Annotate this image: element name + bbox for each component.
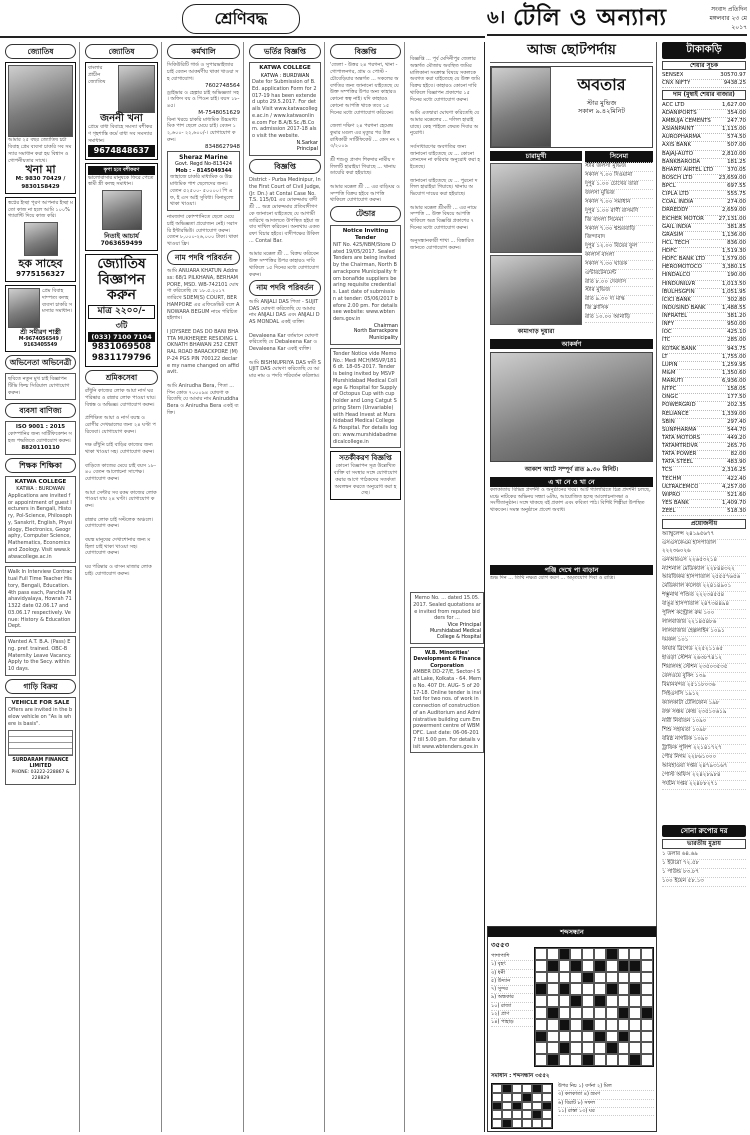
stock-price: 544.70 [727, 426, 746, 433]
stock-price: 181.25 [727, 158, 746, 165]
category-header: শিক্ষক শিক্ষিকা [5, 458, 76, 473]
stock-row [662, 183, 746, 191]
solution-grid [491, 1083, 553, 1129]
tender-ad: Memo No. ... dated 15.05.2017. Sealed quotations are invited from reputed bidders for ... Vice Principal Murshidabad Medical College & Hospital [410, 592, 484, 644]
stock-row [662, 508, 746, 516]
show-title: অবতার [577, 74, 626, 94]
stock-name: HINDALCO [662, 272, 691, 279]
stock-price: 2,659.00 [721, 207, 746, 214]
stock-row [662, 427, 746, 435]
stock-price: 1,051.95 [721, 288, 746, 295]
tender-ad: Tender Notice vide Memo No.: Medi MCH/MSVP/1816 dt. 18-05-2017. Tender is being invited by MSVP Murshidabad Medical College & Hospital for Supply of Octopus Cup with cup holder and Long Catgut Spring Stern (Unvariable) with Head Invest at Murshidabad Medical College & Hospital. For details log on: www.murshidabadmedicalcollege.in [330, 348, 401, 449]
stock-name: TATAMTRDVR [662, 443, 698, 449]
stock-name: IBULHSGFIN [662, 288, 695, 295]
tender-ad: W.B. Minorities' Development & Finance Corporation AMBER DD-27/E, Sector-I Salt Lake, Kolkata - 64. Memo No. 407 Dt. AUG- 5 of 2017-18. Online tender is invited for two nos. of work in connection of construction of an Auditorium and Administrative building cum Empowerment centre of WBMDFC. Last date: 06-06-2017 till 5.00 pm. For details visit www.wbtenders.gov.in [410, 647, 484, 754]
stock-row [662, 313, 746, 321]
page-number: ৬। [487, 6, 506, 28]
stock-price: 23,659.00 [718, 174, 746, 181]
classified-ad: আমার ২৫ বছর জ্যোতিষ চর্চা বিবাহ প্রেম ব্যবসা চাকরি সব সমস্যার সমাধান করা হয় বিশ্বাস ও গোপনীয়তার সাথে। খনা মা M: 9830 70429 / 9830158429 [5, 62, 76, 193]
stock-list [662, 102, 746, 516]
stock-row [662, 386, 746, 394]
category-header: জ্যোতিষ [85, 44, 158, 59]
stock-row [662, 159, 746, 167]
ad-title: হক সাহেব [18, 257, 63, 270]
stock-name: NTPC [662, 386, 677, 393]
stock-price: 297.40 [727, 418, 746, 425]
stock-row [662, 467, 746, 475]
category-header: ভর্তির বিজ্ঞপ্তি [249, 44, 321, 59]
ad-title: শ্রী সমীরণ শাস্ত্রী [20, 328, 61, 337]
stock-name: ADANIPORTS [662, 109, 697, 116]
stock-price: 274.00 [727, 199, 746, 206]
stock-name: AMBUJA CEMENTS [662, 118, 711, 124]
stock-price: 1,409.70 [721, 499, 746, 506]
stock-price: 202.35 [727, 402, 746, 409]
stock-row [662, 476, 746, 484]
show-photo [490, 163, 582, 253]
stock-row [662, 459, 746, 467]
stock-name: LUPIN [662, 361, 678, 368]
stock-price: 555.75 [727, 191, 746, 198]
gold-title: সোনা রুপোর দর [662, 825, 746, 838]
ad-phone: 9674848637 [88, 145, 155, 157]
category-header: বিজ্ঞপ্তি [330, 44, 401, 59]
stock-name: TATA MOTORS [662, 434, 701, 441]
market-subheader: ভারতীয় মুদ্রায় [662, 839, 746, 849]
stock-price: 247.70 [727, 118, 746, 124]
stock-name: HEROMOTOCO [662, 264, 702, 271]
stock-row [662, 419, 746, 427]
stock-name: LT [662, 353, 668, 360]
stock-price: 1,339.00 [721, 410, 746, 417]
stock-price: 1,579.00 [721, 256, 746, 263]
stock-row [662, 492, 746, 500]
stock-name: ZEEL [662, 508, 676, 514]
ad-phone: M: 9830 70429 / 9830158429 [15, 176, 66, 190]
stock-name: HCL TECH [662, 239, 690, 246]
stock-name: KOTAK BANK [662, 345, 697, 352]
stock-name: BANKBARODA [662, 158, 701, 165]
market-column: টাকাকড়ি শেয়ার সূচক SENSEX 30570.97 CNX NIFTY 9438.25 দাম (মুম্বাই শেয়ার বাজার) ACC LTD 1,627.00 ADANIPORTS 354.00 AMBUJA CEMENTS 247.70 ASIANPAINT 1,115.00 AUROPHARMA 574.50 AXIS BANK 507.00 BAJAJ-AUTO 2,810.00 BANKBARODA 181.25 BHARTI AIRTEL LTD 370.05 BOSCH LTD 23,659.00 BPCL 697.55 CIPLA LTD 555.75 COAL INDIA 274.00 DRREDDY 2,659.00 EICHER MOTOR 27,131.00 GAIL INDIA 381.85 GRASIM 1,136.00 HCL TECH 836.00 HDFC 1,519.30 HDFC BANK LTD 1,579.00 HEROMOTOCO 3,380.15 HINDALCO 190.00 HINDUNILVR 1,013.50 IBULHSGFIN 1,051.95 ICICI BANK 302.80 INDUSIND BANK 1,488.55 INFRATEL 381.20 INFY 950.00 IOC 425.10 ITC 285.00 KOTAK BANK 943.75 LT 1,755.00 LUPIN 1,259.95 M&M 1,350.60 MARUTI 6,936.00 NTPC 158.05 ONGC 177.50 POWERGRID 202.35 RELIANCE 1,339.00 SBIN 297.40 SUNPHARMA 544.70 TATA MOTORS 449.20 TATAMTRDVR 265.70 TATA POWER 82.00 TATA STEEL 483.90 TCS 2,316.25 TECHM 422.40 ULTRACEMCO 4,257.00 WIPRO 521.60 YES BANK 1,409.70 ZEEL 518.30 প্রয়োজনীয় অ্যাম্বুলেন্স ২৪১৯৫৬৭৭ এসএসকেএম হাসপাতাল ২২২৩৬০২৬ এনআরএস ২২৬৫৩২১৪ ন্যাশনাল মেডিক্যাল ২২৮৪৪৩২২ আরজিকর হাসপাতাল ২৫৫৫৭৬৫৬ মেডিক্যাল কলেজ ২২৪১৪৯০১ শম্ভুনাথ পণ্ডিত ২২২৩৪৫৫৪ বাঙুর হাসপাতাল ২৪৭৩৪৪৯৪ পুলিশ কন্ট্রোল রুম ১০০ লালবাজার ২২১৪৫৪৮৬ লালবাজার হেল্পলাইন ১০৯১ দমকল ১০১ ফায়ার ব্রিগেড ২২৫২১১৬৫ হাওড়া স্টেশন ২৬৩৮৭৪১২ শিয়ালদহ স্টেশন ২৩৫০৩৫৩৫ রেলওয়ে বুকিং ১৩৯ বিমানবন্দর ২৫১১৮০৩৬ সিইএসসি ১৯১২ ক্যালকাটা টেলিফোন ১৯৮ রক্ত সঞ্চয় কেন্দ্র ২৩৫১০৬১৯ নারী নির্যাতন ১০৯০ শিশু সহায়তা ১০৯৮ বরিষ্ঠ নাগরিক ১০৯০ ট্রাফিক পুলিশ ২২১৪১৭২৭ পৌর নিগম ২২৮৬১০০০ আবহাওয়া দপ্তর ২৪৭৯৩১৬৭ পোস্ট অফিস ২২৪২৮৯৮৪ পর্যটন দপ্তর ২২৪৮৮২৭১ সোনা রুপোর দর ভারতীয় মুদ্রায় ১ ডলার ৬৪.৬৯ ১ ইউরো ৭২.৫৮ ১ পাউন্ড ৮৩.৮৭ ১০০ ইয়েন ৫৮.১৩ [660, 42, 748, 1132]
stock-row [662, 484, 746, 492]
where-title: এ খা নে ও খা নে [490, 477, 653, 487]
stock-price: 1,519.30 [721, 248, 746, 254]
stock-name: TATA STEEL [662, 459, 693, 466]
category-header: গাড়ি বিক্রয় [5, 679, 76, 694]
index-row: SENSEX 30570.97 [662, 72, 746, 80]
classified-ad: স্বপ্নের ইচ্ছা পূরণ আপনার ইচ্ছা মতো কাজ না হলে আমি ১০০% গ্যারান্টি দিয়ে কাজ করি। হক সাহেব 9775156327 [5, 197, 76, 282]
stock-name: AUROPHARMA [662, 134, 701, 141]
ad-photo [8, 65, 73, 137]
stock-row [662, 500, 746, 508]
classified-ad: ISO 9001 : 2015 কোম্পানির জন্য সার্টিফিকেশন সহজ পদ্ধতিতে যোগাযোগ করুন। 8820110110 [5, 421, 76, 455]
stock-name: COAL INDIA [662, 199, 694, 206]
category-header: বিজ্ঞপ্তি [249, 159, 321, 174]
stock-row [662, 394, 746, 402]
stock-row [662, 443, 746, 451]
stock-price: 1,013.50 [721, 280, 746, 287]
previous-solution: সমাধান : শব্দসন্ধান ৩৫৫২ [491, 1073, 550, 1079]
stock-price: 3,380.15 [721, 264, 746, 271]
stock-price: 82.00 [730, 451, 746, 458]
stock-price: 1,488.55 [721, 304, 746, 311]
classified-ad: বাংলার প্রাচীন জ্যোতিষ জননী খনা প্রেমে বাধা বিবাহে সমস্যা বশীকরণ গৃহশান্তি কর্মে বাধা সব সমস্যার সমাধান। 9674848637 [85, 62, 158, 160]
ad-phone: 7063659499 [100, 240, 143, 248]
category-header: অভিনেতা অভিনেত্রী [5, 355, 76, 370]
show-caption: আকাশ আটে সম্পূর্ণ রাত ৯.৩০ মিনিট। [524, 466, 619, 474]
stock-row [662, 102, 746, 110]
classified-column-4: ভর্তির বিজ্ঞপ্তি KATWA COLLEGE KATWA : BURDWAN Date for Submission of B.Ed. application Form for 2017-19 has been extended upto 29.5.2017. For details Visit www.katwacollege.ac.in / www.katwaonline.com For B.A/B.Sc./B.Com. admission 2017-18 also visit the website. N.Sarkar Principal বিজ্ঞপ্তি District - Purba Medinipur, In the First Court of Civil Judge, (Jr. Dn.) at Contai Case No. T.S. 115/01 এর মোকদ্দমায় বাদী শ্রী ... অত্র মোকদ্দমার প্রতিবাদীগণকে জানানো যাইতেছে যে আগামী তারিখে আদালতে উপস্থিত হইয়া জবাব দাখিল করিবেন। অন্যথায় একতরফা বিচার হইবে। বাদীপক্ষের উকিল ... Contai Bar. আমার মক্কেল শ্রী ... বিক্রয় করিবেন উক্ত সম্পত্তির উপর কাহারও দাবি থাকিলে ১৫ দিনের মধ্যে যোগাযোগ করুন। নাম পদবি পরিবর্তন আমি ANJALI DAS পিতা - SUJIT DAS ঘোষণা করিতেছি যে আমার নাম ANJALI DAS এবং ANJALI DAS MONDAL একই ব্যক্তি। Devaleena Kar বর্তমানে ঘোষণা করিতেছি যে Debaleena Kar ও Devaleena Kar একই ব্যক্তি। আমি BISHNUPRIYA DAS স্বামী SUJIT DAS ঘোষণা করিতেছি যে আমার নাম ও পদবি পরিবর্তন করিলাম। [246, 42, 325, 1132]
stock-name: BOSCH LTD [662, 174, 693, 181]
stock-price: 1,627.00 [721, 101, 746, 108]
stock-row [662, 346, 746, 354]
stock-row [662, 224, 746, 232]
promo-ad: জ্যোতিষ বিজ্ঞাপন করুন মাত্র ২২০০/- ৩টি (033) 7100 7104 9831069508 9831179796 [85, 254, 158, 367]
stock-name: M&M [662, 369, 676, 376]
category-header: কর্মখালি [167, 44, 240, 59]
crossword-title: শব্দসন্ধান [488, 927, 656, 937]
ad-title: খনা মা [25, 163, 56, 177]
stock-price: 27,131.00 [718, 215, 746, 222]
stock-row [662, 370, 746, 378]
classified-column-3: কর্মখালি সিকিউরিটি গার্ড ও সুপারভাইজার চাই বেতন আকর্ষণীয় থাকা খাওয়া সহ যোগাযোগ। 7602748564 ড্রাইভার ও হেল্পার চাই অভিজ্ঞতা সহ। অফিস বয় ও পিওন চাই। বয়স ১৮-৪৫। M-7548051629 বিনা খরচে চাকরি মাধ্যমিক উচ্চমাধ্যমিক পাশ ছেলে মেয়ে চাই। বেতন ১২,৬০০- ২২,৬০০/-। যোগাযোগ করুন। 8348627948 Sheraz Marine Govt. Regd No-813424 Mob : - 8145049344 জাহাজে চাকরি মাধ্যমিক ও উচ্চমাধ্যমিক পাশ ছেলেদের জন্য। বেতন ৫২৫০০- ৫০০০০। পি এফ, ই এস আই সুবিধা। বিনামূল্যে থাকা খাওয়া। নামজাদা কোম্পানিতে ছেলে মেয়ে চাই অভিজ্ঞতা প্রয়োজন নেই। সরাসরি ইন্টারভিউ। যোগাযোগ করুন। বেতন ৮,০০০-২৬,০০০ টাকা। থাকা খাওয়া ফ্রি। নাম পদবি পরিবর্তন আমি ANUARA KHATUN Address: 68/1 PILKHANA, BERHAMPORE, MSD. WB-742101 ঘোষণা করিতেছি যে ১৮.৫.২০১৭ তারিখে SDEM(S) COURT, BERHAMPORE এর এফিডেভিট বলে ANOWARA BEGUM নামে পরিচিত হইলাম। I JOYSREE DAS DO BANI BHATTA MUKHERJEE RESIDING LOKNATH BHAWAN 252 CENTRAL ROAD BARACKPORE (M) P-24 PGS PIN 700122 declare my name changed on affidavit. আমি Anirudha Bera, পিতা ... পিন কোড ৭০০০৯৪ ঘোষণা করিতেছি যে আমার নাম Aniruddha Bera ও Anirudha Bera একই ব্যক্তি। [164, 42, 244, 1132]
show-photo [490, 352, 653, 462]
stock-row [662, 289, 746, 297]
classified-ad: Walk In Interview Contractual Full Time Teacher History, Bengali, Education. 4th pass each, Panchla Mahavidyalaya, Howrah 711322 date 02.06.17 and 03.06.17 respectively. Venue: History & Education Dept. [5, 566, 76, 633]
ad-title: নিতাই আচার্য [104, 232, 139, 241]
stock-name: MARUTI [662, 378, 683, 384]
market-subheader: দাম (মুম্বাই শেয়ার বাজার) [662, 90, 746, 100]
stock-row [662, 191, 746, 199]
market-subheader: প্রয়োজনীয় [662, 519, 746, 529]
stock-price: 697.55 [727, 183, 746, 189]
stock-name: GRASIM [662, 231, 684, 238]
stock-price: 265.70 [727, 443, 746, 449]
tv-section: আজ ছোটপর্দায় অবতার স্টার মুভিজ সকাল ৯.৪২মিনিট চারামুখী কামাগাড় দুয়ারা সিনেমা স্টার জলসা মুভিজ সকাল ৭.০০ দিওয়ানা দুপুর ১.০০ চোখের তারা জলসা মুভিজ সকাল ৭.০০ সমাধান দুপুর ১.০০ রাণী রাসমণি জি বাংলা সিনেমা সকাল ৭.৩০ শ্বশুরবাড়ি জিন্দাবাদ দুপুর ১২.০০ বিয়ের ফুল কালার্স বাংলা সকাল ৭.৩০ ঘাতক এন্টারটেনমেন্ট রাত ৮.০০ দেবদাস স্টার মুভিজ রাত ৯.৩০ দ্য মাস্ক জি ক্লাসিক রাত ১০.০০ আনাড়ি আকর্ষণ আকাশ আটে সম্পূর্ণ রাত ৯.৩০ মিনিট। এ খা নে ও খা নে কলকাতায় বিভিন্ন প্রদর্শনী ও অনুষ্ঠানের খবর। আর্ট গ্যালারিতে চিত্র প্রদর্শনী চলছে, মঞ্চে নাটকের অভিনয় সন্ধ্যা ৬টায়, আয়োজিত হচ্ছে আলোচনাসভা ও সংগীতানুষ্ঠান। সঙ্গে থাকছে বই প্রকাশ এবং কবিতা পাঠ। বিশিষ্ট শিল্পীরা উপস্থিত থাকবেন। সমস্ত অনুষ্ঠানে প্রবেশ অবাধ। পঞ্জি দেখে পা বাড়ান শুভ দিন ... তিথি নক্ষত্র যোগ করণ ... অমৃতযোগ দিবা ও রাত্রি। [487, 42, 657, 1132]
stock-name: INDUSIND BANK [662, 304, 706, 311]
stock-row [662, 354, 746, 362]
category-header: নাম পদবি পরিবর্তন [249, 280, 321, 295]
useful-numbers: অ্যাম্বুলেন্স ২৪১৯৫৬৭৭ এসএসকেএম হাসপাতাল ২২২৩৬০২৬ এনআরএস ২২৬৫৩২১৪ ন্যাশনাল মেডিক্যাল ২২৮৪৪৩২২ আরজিকর হাসপাতাল ২৫৫৫৭৬৫৬ মেডিক্যাল কলেজ ২২৪১৪৯০১ শম্ভুনাথ পণ্ডিত ২২২৩৪৫৫৪ বাঙুর হাসপাতাল ২৪৭৩৪৪৯৪ পুলিশ কন্ট্রোল রুম ১০০ লালবাজার ২২১৪৫৪৮৬ লালবাজার হেল্পলাইন ১০৯১ দমকল ১০১ ফায়ার ব্রিগেড ২২৫২১১৬৫ হাওড়া স্টেশন ২৬৩৮৭৪১২ শিয়ালদহ স্টেশন ২৩৫০৩৫৩৫ রেলওয়ে বুকিং ১৩৯ বিমানবন্দর ২৫১১৮০৩৬ সিইএসসি ১৯১২ ক্যালকাটা টেলিফোন ১৯৮ রক্ত সঞ্চয় কেন্দ্র ২৩৫১০৬১৯ নারী নির্যাতন ১০৯০ শিশু সহায়তা ১০৯৮ বরিষ্ঠ নাগরিক ১০৯০ ট্রাফিক পুলিশ ২২১৪১৭২৭ পৌর নিগম ২২৮৬১০০০ আবহাওয়া দপ্তর ২৪৭৯৩১৬৭ পোস্ট অফিস ২২৪২৮৯৮৪ পর্যটন দপ্তর ২২৪৮৮২৭১ [662, 531, 746, 823]
stock-row [662, 362, 746, 370]
stock-row [662, 118, 746, 126]
show-channel: স্টার মুভিজ [586, 98, 617, 107]
stock-name: ONGC [662, 394, 679, 401]
classified-column-2 [82, 42, 162, 1132]
page-title: টেলি ও অন্যান্য [513, 4, 668, 31]
category-header: টেন্ডার [330, 206, 401, 221]
stock-row [662, 337, 746, 345]
ad-phone: 9831069508 [91, 341, 152, 352]
stock-row [662, 207, 746, 215]
classified-column-1 [2, 42, 80, 1132]
stock-name: ICICI BANK [662, 296, 691, 303]
classified-ad: Wanted A.T. B.A. (Pass) Eng. pref. trained. OBC-B Maternity Leave Vacancy. Apply to the Secy. within 10 days. [5, 636, 76, 676]
tender-ad: Notice Inviting Tender NIT No. 425/NBM/Store Dated 19/05/2017. Sealed Tenders are being invited by the Chairman, North Barrackpore Municipality from bonafide suppliers bearing requisite credentials. Last date of submission at tender: 05/06/2017 before 2.00 pm. For details see website: www.wbtenders.gov.in Chairman North Barrackpore Municipality [330, 225, 401, 345]
stock-price: 1,136.00 [721, 231, 746, 238]
stock-name: BHARTI AIRTEL LTD [662, 166, 714, 173]
crossword-number: ৩৫৫৩ [491, 941, 510, 949]
stock-row [662, 281, 746, 289]
category-header: নাম পদবি পরিবর্তন [167, 250, 240, 265]
stock-price: 302.80 [727, 296, 746, 303]
category-header: শ্রমিকসেবা [85, 370, 158, 385]
stock-price: 2,316.25 [721, 467, 746, 474]
stock-row [662, 126, 746, 134]
ad-price: মাত্র ২২০০/- [88, 305, 155, 319]
stock-name: HDFC BANK LTD [662, 256, 706, 263]
stock-price: 950.00 [727, 321, 746, 328]
stock-price: 507.00 [727, 142, 746, 149]
stock-name: EICHER MOTOR [662, 215, 704, 222]
ad-phone: M-9674056549 / 9163405549 [18, 336, 63, 348]
stock-row [662, 264, 746, 272]
tv-feature-avatar [490, 66, 653, 148]
stock-row [662, 151, 746, 159]
stock-name: BAJAJ-AUTO [662, 150, 693, 157]
show-photo [490, 255, 582, 325]
classified-body: রাঁধুনি কাজের লোক আয়া নার্স ঘর পরিষ্কার ও রান্নার লোক পাওয়া যায়। বিশ্বস্ত ও অভিজ্ঞ। যোগাযোগ করুন। প্রশিক্ষিত আয়া ও নার্স বয়স্ক ও রোগীর দেখভালের জন্য ২৪ ঘণ্টা পরিষেবা। যোগাযোগ করুন। দক্ষ রাঁধুনি চাই বাড়ির কাজের জন্য থাকা খাওয়া সহ। যোগাযোগ করুন। বাড়িতে কাজের মেয়ে চাই বয়স ১৮-৪০ বেতন আলোচনা সাপেক্ষ। যোগাযোগ করুন। আয়া সেন্টার সব রকম কাজের লোক পাওয়া যায় ২৪ ঘণ্টা। যোগাযোগ করুন। রান্নার লোক চাই সল্টলেক অঞ্চলে। যোগাযোগ করুন। বয়স্ক মানুষের দেখাশোনার জন্য মহিলা চাই থাকা খাওয়া সহ। যোগাযোগ করুন। ঘর পরিষ্কার ও বাসন মাজার লোক চাই। যোগাযোগ করুন। [85, 388, 157, 577]
stock-name: INFRATEL [662, 313, 688, 319]
stock-name: TCS [662, 467, 673, 474]
stock-name: SUNPHARMA [662, 426, 697, 433]
stock-price: 354.00 [727, 109, 746, 116]
stock-row [662, 435, 746, 443]
stock-price: 483.90 [727, 459, 746, 466]
stock-row [662, 216, 746, 224]
stock-name: POWERGRID [662, 402, 696, 409]
stock-name: HINDUNILVR [662, 280, 696, 287]
page-masthead [487, 2, 747, 36]
show-caption: আকর্ষণ [490, 339, 653, 349]
stock-name: CIPLA LTD [662, 191, 689, 198]
ad-phone: 9831179796 [91, 352, 152, 363]
stock-price: 1,755.00 [721, 353, 746, 360]
stock-name: RELIANCE [662, 410, 689, 417]
stock-row [662, 167, 746, 175]
stock-name: YES BANK [662, 499, 689, 506]
stock-price: 425.10 [727, 329, 746, 336]
stock-price: 518.30 [727, 508, 746, 514]
stock-name: SBIN [662, 418, 675, 425]
stock-row [662, 378, 746, 386]
stock-name: BPCL [662, 183, 676, 189]
stock-row [662, 142, 746, 150]
ad-photo [102, 190, 142, 230]
stock-price: 574.50 [727, 134, 746, 141]
stock-row [662, 272, 746, 280]
stock-price: 2,810.00 [721, 150, 746, 157]
classified-ad: ছবিতে নতুন মুখ চাই বিজ্ঞাপন টিভি ফিল্ম সিরিয়াল যোগাযোগ করুন। [5, 373, 76, 399]
stock-price: 285.00 [727, 337, 746, 344]
stock-name: TECHM [662, 475, 682, 482]
crossword-box: শব্দসন্ধান ৩৫৫৩ পাশাপাশি ১) বৃহৎ ৩) ধনী ৫) উদ্যান ৭) সুন্দর ৯) অন্ধকার ১০) রাজা ১২) প্রাণ ১৪) পাহাড় সমাধান : শব্দসন্ধান ৩৫৫২ উপর নিচ ১) বর্ণনা ২) মিল ৩) কলকাতা ৪) ভ্রমণ ৬) বিরাট ৮) সফল ১১) রাস্তা ১৩) ঘর [487, 926, 657, 1132]
warning-notice: সতর্কীকরণ বিজ্ঞপ্তি কোনো বিজ্ঞাপন সূত্র উল্লেখিত ব্যক্তি বা সংস্থার সঙ্গে যোগাযোগ করার আগে পাঠকদের সতর্কতা অবলম্বন করতে অনুরোধ করা হচ্ছে। [330, 451, 401, 500]
vehicle-table [8, 730, 73, 756]
ad-photo [8, 288, 40, 328]
stock-name: TATA POWER [662, 451, 697, 458]
panchika-title: পঞ্জি দেখে পা বাড়ান [490, 565, 653, 575]
stock-name: GAIL INDIA [662, 223, 692, 230]
stock-price: 422.40 [727, 475, 746, 482]
stock-price: 370.05 [727, 166, 746, 173]
ad-photo [24, 222, 58, 256]
stock-row [662, 134, 746, 142]
stock-price: 1,259.95 [721, 361, 746, 368]
stock-price: 1,115.00 [721, 126, 746, 133]
stock-price: 521.60 [727, 491, 746, 498]
category-header: জ্যোতিষ [5, 44, 76, 59]
stock-name: ULTRACEMCO [662, 483, 699, 490]
stock-price: 1,350.60 [721, 369, 746, 376]
classified-column-6: বিজ্ঞপ্তি ... পূর্ব মেদিনীপুর জেলার অন্তর্গত মৌজায় অবস্থিত জমির মালিকানা সংক্রান্ত বিষয়ে সকলকে অবগত করা যাইতেছে যে উক্ত জমি বিক্রয় হইবে। কাহারও কোনো দাবি থাকিলে বিজ্ঞাপন প্রকাশের ১৫ দিনের মধ্যে যোগাযোগ করুন। আমি এতদ্বারা ঘোষণা করিতেছি যে আমার মক্কেলের ... দলিল হারাইয়াছে। কেহ পাইলে ফেরত দিবার অনুরোধ। সর্বসাধারণের অবগতির জন্য জানানো যাইতেছে যে ... কোনো লেনদেন না করিবার অনুরোধ করা হইতেছে। জানানো যাইতেছে যে ... পুরনো দলিল হারাইয়া গিয়াছে। থানায় অভিযোগ দায়ের করা হইয়াছে। আমার মক্কেল শ্রীমতী ... এর নামে সম্পত্তি ... উক্ত বিষয়ে আপত্তি থাকিলে অত্র বিজ্ঞপ্তি প্রকাশের ৭ দিনের মধ্যে যোগাযোগ করুন। অনুসন্ধানকারী শাখা ... বিস্তারিত জানতে যোগাযোগ করুন। [407, 42, 485, 1132]
stock-price: 158.05 [727, 386, 746, 393]
stock-row [662, 110, 746, 118]
stock-row [662, 297, 746, 305]
section-title: শ্রেণিবদ্ধ [182, 4, 300, 34]
stock-row [662, 451, 746, 459]
stock-row [662, 175, 746, 183]
tv-section-title: আজ ছোটপর্দায় [490, 42, 653, 63]
ad-title: জননী খনা [100, 113, 143, 125]
top-rule [0, 36, 485, 38]
stock-name: ITC [662, 337, 671, 344]
stock-price: 4,257.00 [721, 483, 746, 490]
show-photo [491, 67, 551, 147]
classified-ad: Sheraz Marine Govt. Regd No-813424 Mob : - 8145049344 জাহাজে চাকরি মাধ্যমিক ও উচ্চমাধ্যমিক পাশ ছেলেদের জন্য। বেতন ৫২৫০০- ৫০০০০। পি এফ, ই এস আই সুবিধা। বিনামূল্যে থাকা খাওয়া। [167, 151, 240, 212]
stock-name: DRREDDY [662, 207, 689, 214]
stock-price: 190.00 [727, 272, 746, 279]
stock-row [662, 305, 746, 313]
ad-photo [118, 65, 155, 113]
classified-ad: KATWA COLLEGE KATWA : BURDWAN Applications are invited for appointment of guest lecturers in Bengali, History, Pol-Science, Philosophy, Sanskrit, English, Physiology, Electronics, Geography, Computer Science, Mathematics, Economics and Zoology. Visit www.katwacollege.ac.in [5, 476, 76, 563]
stock-row [662, 402, 746, 410]
ad-phone: 9775156327 [16, 270, 65, 279]
stock-name: HDFC [662, 248, 678, 254]
show-caption: চারামুখী [490, 151, 582, 161]
stock-name: ASIANPAINT [662, 126, 694, 133]
classified-ad: কৃপা হবে বশীকরণ ভালোবাসার মানুষকে ফিরে পেতে স্বামী স্ত্রী কলহ সমাধান। নিতাই আচার্য 7063659499 [85, 163, 158, 251]
stock-price: 943.75 [727, 345, 746, 352]
stock-name: AXIS BANK [662, 142, 692, 149]
stock-name: IOC [662, 329, 672, 336]
stock-row [662, 411, 746, 419]
ad-phone: (033) 7100 7104 [88, 332, 155, 342]
category-header: ব্যবসা বাণিজ্য [5, 403, 76, 418]
stock-row [662, 240, 746, 248]
stock-price: 6,936.00 [721, 378, 746, 384]
stock-row [662, 248, 746, 256]
stock-row [662, 199, 746, 207]
show-caption: কামাগাড় দুয়ারা [517, 327, 555, 335]
classified-ad: প্রেম বিবাহ দাম্পত্য কলহ ব্যবসা চাকরি সমস্যার সমাধান। শ্রী সমীরণ শাস্ত্রী M-9674056549 / 9163405549 [5, 285, 76, 352]
channel-caption: সিনেমা [585, 151, 653, 163]
market-title: টাকাকড়ি [662, 42, 746, 59]
issue-meta: সংবাদ প্রতিদিন মঙ্গলবার ২৩ মে ২০১৭ [709, 5, 747, 31]
crossword-grid [534, 947, 654, 1067]
stock-price: 381.20 [727, 313, 746, 319]
stock-row [662, 232, 746, 240]
stock-price: 381.85 [727, 223, 746, 230]
tender-column [407, 548, 487, 1132]
classified-column-5: বিজ্ঞপ্তি 'জেলা - উত্তর ২৪ পরগনা, থানা - গোপালনগর, গ্রাম ও পোস্ট - চৌবেড়িয়ার অন্তর্গত ... সকলের অবগতির জন্য জানানো যাইতেছে যে উক্ত সম্পত্তির উপর অন্য কাহারও কোনো স্বত্ব নাই। যদি কাহারও কোনো আপত্তি থাকে তবে ১৫ দিনের মধ্যে যোগাযোগ করিবেন। জেলা দক্ষিণ ২৪ পরগনা হেমেন্দ্র কুমার মণ্ডল এর মৃত্যুর পর উত্তরাধিকারী সার্টিফিকেট ... কেস নং ৭৩/২০০৯ শ্রী শশুণ্ডু প্রসাদ শিকদার নামীয় দলিলটি হারাইয়া গিয়াছে ... থানায় ডায়েরি করা হইয়াছে। আমার মক্কেল শ্রী ... এর বাড়িঘর ও সম্পত্তি বিক্রয় হইবে আপত্তি থাকিলে যোগাযোগ করুন। টেন্ডার Notice Inviting Tender NIT No. 425/NBM/Store Dated 19/05/2017. Sealed Tenders are being invited by the Chairman, North Barrackpore Municipality from bonafide suppliers bearing requisite credentials. Last date of submission at tender: 05/06/2017 before 2.00 pm. For details see website: www.wbtenders.gov.in Chairman North Barrackpore Municipality Tender Notice vide Memo No.: Medi MCH/MSVP/1816 dt. 18-05-2017. Tender is being invited by MSVP Murshidabad Medical College & Hospital for Supply of Octopus Cup with cup holder and Long Catgut Spring Stern (Unvariable) with Head Invest at Murshidabad Medical College & Hospital. For details log on: www.murshidabadmedicalcollege.in সতর্কীকরণ বিজ্ঞপ্তি কোনো বিজ্ঞাপন সূত্র উল্লেখিত ব্যক্তি বা সংস্থার সঙ্গে যোগাযোগ করার আগে পাঠকদের সতর্কতা অবলম্বন করতে অনুরোধ করা হচ্ছে। [327, 42, 405, 1132]
classified-ad: VEHICLE FOR SALE Offers are invited in the below vehicle on "As is where is basis". SURDARAM FINANCE LIMITED PHONE: 03222-228867 & 228829 [5, 697, 76, 785]
stock-price: 177.50 [727, 394, 746, 401]
show-time: সকাল ৯.৪২মিনিট [577, 106, 626, 115]
stock-row [662, 321, 746, 329]
stock-row [662, 329, 746, 337]
stock-name: WIPRO [662, 491, 681, 498]
stock-name: ACC LTD [662, 101, 685, 108]
index-row: CNX NIFTY 9438.25 [662, 80, 746, 88]
market-subheader: শেয়ার সূচক [662, 61, 746, 71]
stock-price: 836.00 [727, 239, 746, 246]
stock-name: INFY [662, 321, 675, 328]
classified-ad: KATWA COLLEGE KATWA : BURDWAN Date for Submission of B.Ed. application Form for 2017-19 has been extended upto 29.5.2017. For details Visit www.katwacollege.ac.in / www.katwaonline.com For B.A/B.Sc./B.Com. admission 2017-18 also visit the website. N.Sarkar Principal [249, 62, 321, 155]
stock-price: 449.20 [727, 434, 746, 441]
stock-row [662, 256, 746, 264]
